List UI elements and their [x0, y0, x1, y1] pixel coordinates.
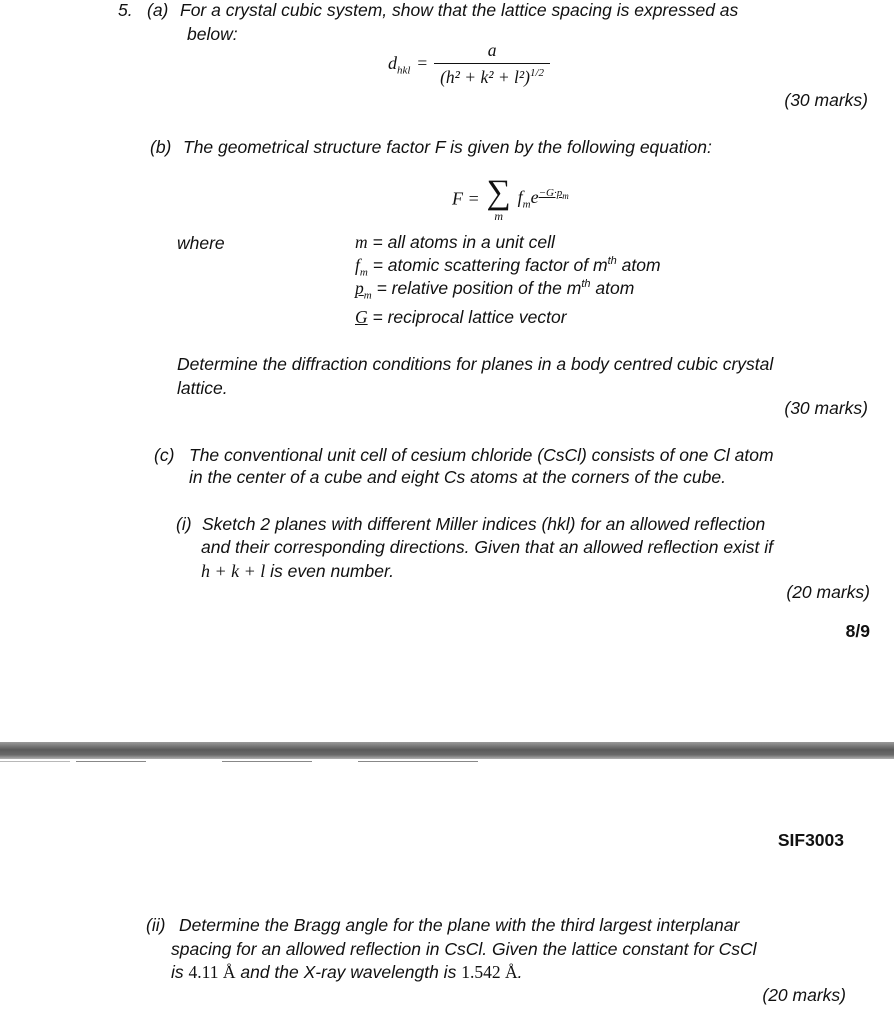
- part-cii-line1: Determine the Bragg angle for the plane with the third largest interplanar: [179, 915, 740, 935]
- where-label: where: [177, 233, 225, 253]
- part-c-label: (c): [154, 445, 175, 465]
- structure-factor-equation: F = ∑ m $f_me^{-G\cdot p_m}$: [452, 174, 569, 223]
- part-a-text-line2: below:: [187, 24, 238, 44]
- part-c-text-line2: in the center of a cube and eight Cs atoms at the corners of the cube.: [189, 467, 726, 487]
- sum-icon: ∑: [486, 174, 511, 211]
- part-b-label: (b): [150, 137, 172, 157]
- part-a-label: (a): [147, 0, 169, 20]
- eq-fraction: $\frac{a}{(h^2 + k^2 + l^2)^{1/2}}$: [434, 40, 550, 88]
- summation: ∑ m: [486, 174, 511, 223]
- part-b-question-line1: Determine the diffraction conditions for planes in a body centred cubic crystal: [177, 354, 774, 374]
- part-a-marks: (30 marks): [784, 90, 868, 110]
- part-a-text-line1: For a crystal cubic system, show that the lattice spacing is expressed as: [180, 0, 739, 20]
- eq-lhs: $d_{hkl}$: [388, 52, 411, 77]
- part-ci-line1: Sketch 2 planes with different Miller indices (hkl) for an allowed reflection: [202, 514, 766, 534]
- part-cii-line2: spacing for an allowed reflection in CsCl. Given the lattice constant for CsCl: [171, 939, 757, 959]
- course-code: SIF3003: [777, 830, 844, 850]
- def-m: m = all atoms in a unit cell: [355, 232, 555, 252]
- part-ci-line3: h + k + l is even number.: [201, 561, 395, 581]
- question-number: 5.: [118, 0, 133, 20]
- scan-artifact: [358, 761, 478, 762]
- def-g: G = reciprocal lattice vector: [355, 307, 567, 327]
- part-b-text: The geometrical structure factor F is given by the following equation:: [183, 137, 712, 157]
- part-cii-marks: (20 marks): [762, 985, 846, 1005]
- scan-artifact: [0, 761, 70, 762]
- part-ci-line2: and their corresponding directions. Given that an allowed reflection exist if: [201, 537, 773, 557]
- def-pm: $p_m$ = relative position of the $m^{th}$ atom: [355, 278, 635, 302]
- lattice-spacing-equation: $d_{hkl}$ = $\frac{a}{(h^2 + k^2 + l^2)^{1/2}}$: [388, 40, 550, 88]
- part-ci-marks: (20 marks): [786, 582, 870, 602]
- part-cii-line3: is 4.11 Å and the X-ray wavelength is 1.542 Å.: [171, 962, 523, 982]
- part-c-text-line1: The conventional unit cell of cesium chloride (CsCl) consists of one Cl atom: [189, 445, 774, 465]
- part-b-marks: (30 marks): [784, 398, 868, 418]
- def-fm: $f_m$ = atomic scattering factor of $m^{th}$ atom: [355, 255, 661, 279]
- scan-artifact: [76, 761, 146, 762]
- page-number: 8/9: [845, 621, 870, 641]
- part-cii-label: (ii): [146, 915, 166, 935]
- scan-artifact: [222, 761, 312, 762]
- page-divider: [0, 742, 894, 759]
- part-b-question-line2: lattice.: [177, 378, 228, 398]
- part-ci-label: (i): [176, 514, 192, 534]
